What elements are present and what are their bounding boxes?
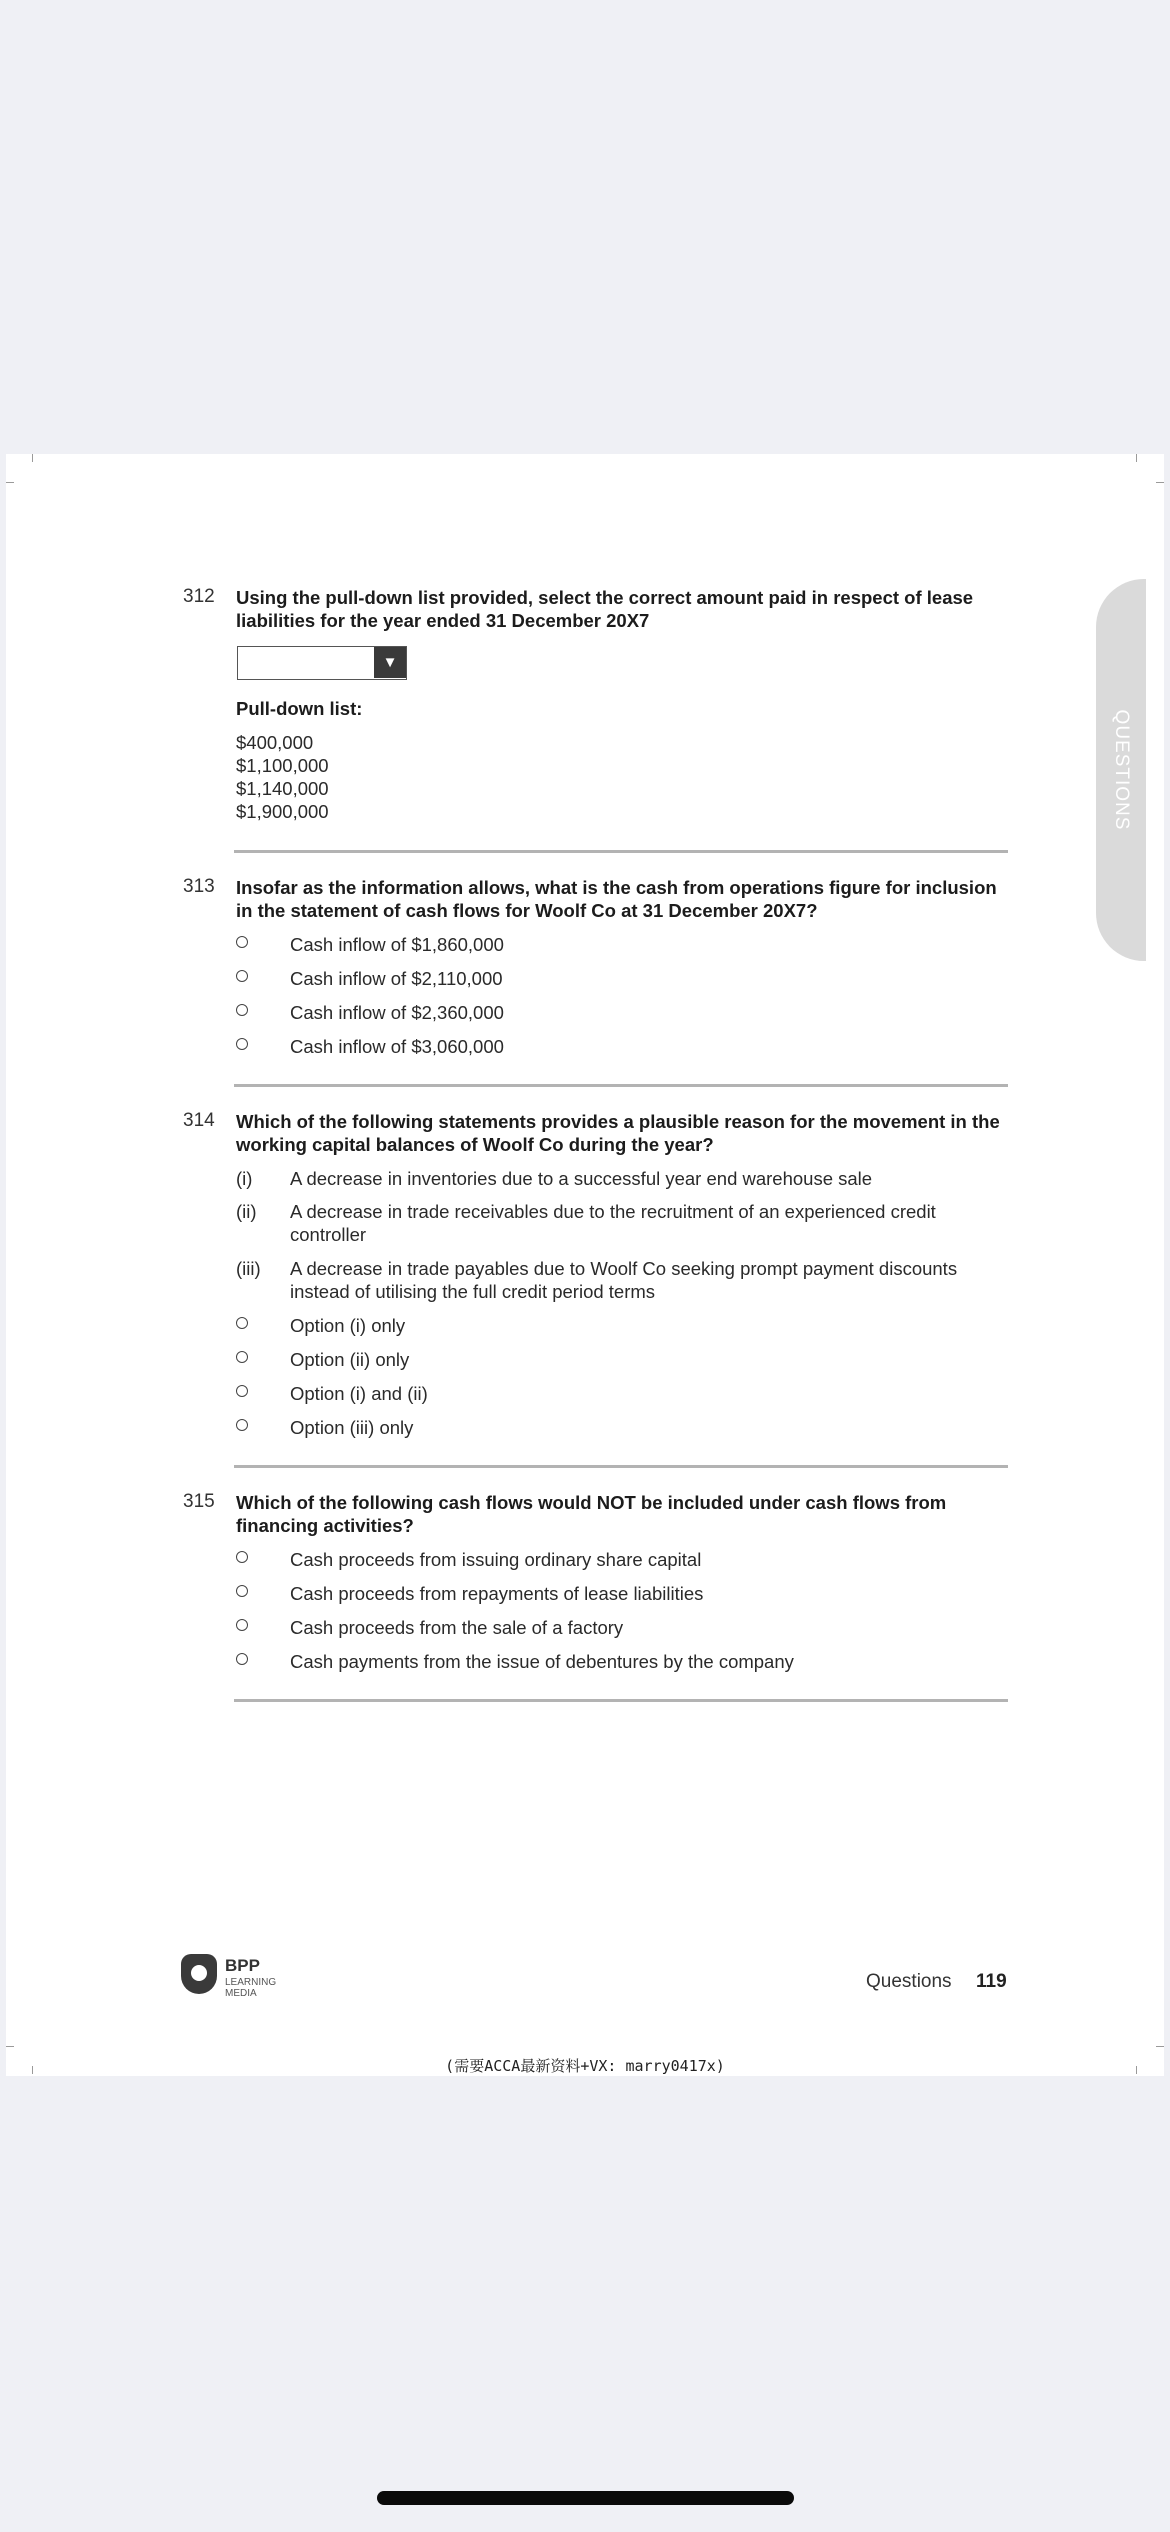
option-label: Cash payments from the issue of debentures by the company [290,1651,794,1672]
radio-button[interactable] [236,1619,248,1631]
section-tab [1096,579,1146,961]
radio-button[interactable] [236,1385,248,1397]
option-label: Option (i) only [290,1315,406,1336]
option-label: Cash inflow of $2,360,000 [290,1002,504,1023]
pulldown-item: $1,900,000 [236,801,329,822]
radio-button[interactable] [236,1419,248,1431]
divider [234,1699,1008,1702]
section-name: Questions [866,1971,952,1992]
page-number: 119 [976,1971,1007,1992]
question-text [236,1491,1006,1537]
radio-button[interactable] [236,970,248,982]
dropdown-arrow-icon[interactable]: ▼ [374,647,406,678]
home-indicator[interactable] [377,2491,794,2505]
logo-name: BPP [225,1956,260,1975]
radio-button[interactable] [236,1038,248,1050]
question-number: 312 [183,586,215,607]
amount-dropdown[interactable] [237,646,407,680]
pulldown-item: $1,100,000 [236,755,329,776]
question-number: 313 [183,876,215,897]
option-label: Cash inflow of $2,110,000 [290,968,503,989]
pulldown-item: $400,000 [236,732,314,753]
radio-button[interactable] [236,1317,248,1329]
option-label: Cash proceeds from the sale of a factory [290,1617,624,1638]
radio-button[interactable] [236,936,248,948]
option-label: Cash inflow of $3,060,000 [290,1036,504,1057]
question-text: Insofar as the information allows, what is the cash from operations figure for inclusion in the statement of cash flows for Woolf Co at 31 December 20X7? [236,877,997,921]
watermark: (需要ACCA最新资料+VX: marry0417x) [445,2057,725,2075]
radio-button[interactable] [236,1551,248,1563]
pulldown-title: Pull-down list: [236,698,363,719]
crop-mark [1156,482,1164,483]
section-tab-label: QUESTIONS [1111,709,1132,831]
radio-button[interactable] [236,1653,248,1665]
crop-mark [1136,454,1137,462]
question-text: Which of the following statements provides a plausible reason for the movement in the working capital balances of Woolf Co during the year? [236,1111,1000,1155]
statement-number: (i) [236,1168,253,1189]
statement-text: A decrease in inventories due to a successful year end warehouse sale [290,1168,873,1189]
lion-shield-icon [181,1954,217,1994]
option-label: Cash proceeds from issuing ordinary share capital [290,1549,702,1570]
document-page [6,454,1164,2076]
statement-number: (ii) [236,1201,257,1222]
question-text-part: Which of the following cash flows would [236,1492,597,1513]
pulldown-item: $1,140,000 [236,778,329,799]
question-text-part: be included under cash flows from financing activities? [236,1492,947,1536]
divider [234,1084,1008,1087]
crop-mark [32,454,33,462]
option-label: Option (i) and (ii) [290,1383,428,1404]
statement-number: (iii) [236,1258,261,1279]
question-number: 314 [183,1110,215,1131]
crop-mark [6,482,14,483]
crop-mark [1156,2046,1164,2047]
statement-text: A decrease in trade receivables due to the recruitment of an experienced credit controller [290,1201,936,1245]
option-label: Option (ii) only [290,1349,410,1370]
divider [234,850,1008,853]
question-text-emphasis: NOT [596,1492,636,1513]
option-label: Option (iii) only [290,1417,414,1438]
radio-button[interactable] [236,1004,248,1016]
radio-button[interactable] [236,1585,248,1597]
logo-subtitle: LEARNING MEDIA [225,1977,277,1999]
question-number: 315 [183,1491,215,1512]
option-label: Cash inflow of $1,860,000 [290,934,504,955]
statement-text: A decrease in trade payables due to Woolf Co seeking prompt payment discounts instead of utilising the full credit period terms [290,1258,958,1302]
question-text: Using the pull-down list provided, select the correct amount paid in respect of lease liabilities for the year ended 31 December 20X7 [236,587,974,631]
option-label: Cash proceeds from repayments of lease liabilities [290,1583,704,1604]
radio-button[interactable] [236,1351,248,1363]
divider [234,1465,1008,1468]
crop-mark [6,2046,14,2047]
